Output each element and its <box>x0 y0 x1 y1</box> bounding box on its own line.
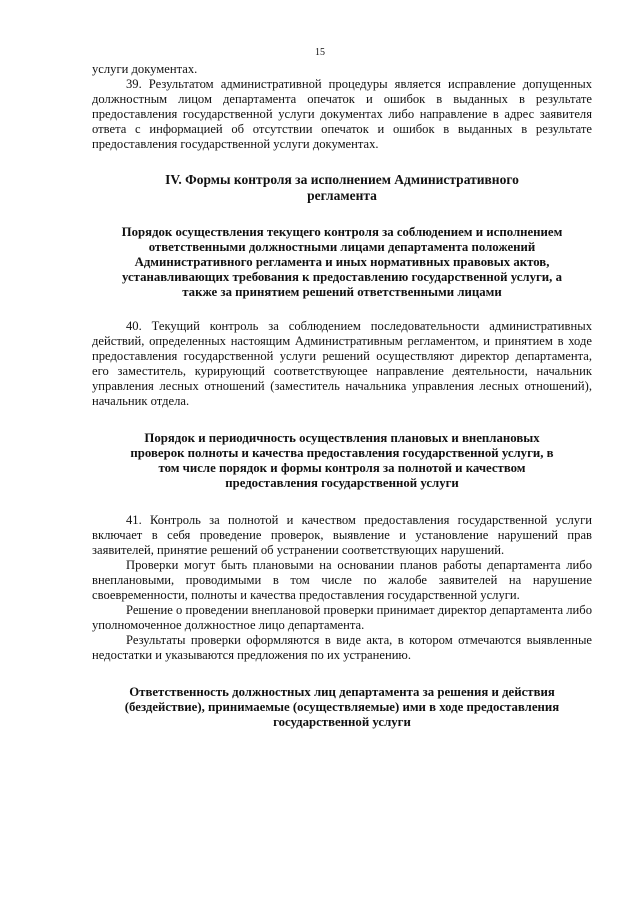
paragraph-41: 41. Контроль за полнотой и качеством предоставления государственной услуги включает в себя проведение проверок, выявление и установление нарушений прав заявителей, принятие решений об устранении соответствующих нарушений. <box>92 513 592 557</box>
section-title-current-control: Порядок осуществления текущего контроля за соблюдением и исполнением ответственными должностными лицами департамента положений Административного регламента и иных нормативных правовых актов, устанавливающих требования к предоставлению государственной услуги, а также за принятием решений ответственными лицами <box>121 225 563 299</box>
page-number: 15 <box>315 47 325 58</box>
section-title-inspections: Порядок и периодичность осуществления плановых и внеплановых проверок полноты и качества предоставления государственной услуги, в том числе порядок и формы контроля за полнотой и качеством предоставления государственной услуги <box>130 431 554 490</box>
paragraph-41-results: Результаты проверки оформляются в виде акта, в котором отмечаются выявленные недостатки и указываются предложения по их устранению. <box>92 633 592 662</box>
chapter-title: IV. Формы контроля за исполнением Административного регламента <box>165 172 519 203</box>
page-content <box>92 62 592 730</box>
paragraph-41-inspections-types: Проверки могут быть плановыми на основании планов работы департамента либо внеплановыми, проводимыми в том числе по жалобе заявителей на нарушение своевременности, полноты и качества предоставления государственной услуги. <box>92 558 592 602</box>
paragraph-41-decision: Решение о проведении внеплановой проверки принимает директор департамента либо уполномоченное должностное лицо департамента. <box>92 603 592 632</box>
paragraph-38-tail: услуги документах. <box>92 62 198 76</box>
section-title-responsibility: Ответственность должностных лиц департамента за решения и действия (бездействие), принимаемые (осуществляемые) ими в ходе предоставления государственной услуги <box>124 685 560 729</box>
paragraph-40: 40. Текущий контроль за соблюдением последовательности административных действий, определенных настоящим Административным регламентом, и принятием в ходе предоставления государственной услуги решений осуществляют директор департамента, его заместитель, курирующий соответствующее направление деятельности, начальник управления лесных отношений (заместитель начальника управления лесных отношений), начальник отдела. <box>92 319 592 408</box>
paragraph-39: 39. Результатом административной процедуры является исправление допущенных должностным лицом департамента опечаток и ошибок в выданных в результате предоставления государственной услуги документах либо направление в адрес заявителя ответа с информацией об отсутствии опечаток и ошибок в выданных в результате предоставления государственной услуги документах. <box>92 77 592 151</box>
